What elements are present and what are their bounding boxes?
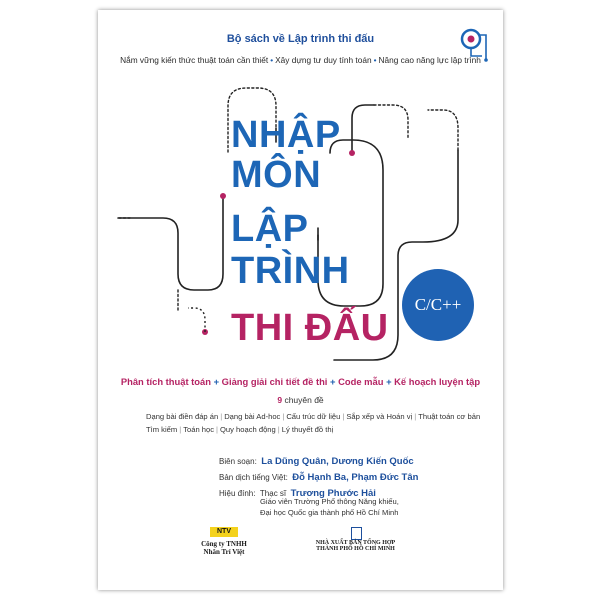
title-line-3: LẬP xyxy=(231,208,309,250)
topic-item: Quy hoạch động xyxy=(220,425,276,434)
title-line-4: TRÌNH xyxy=(231,250,350,292)
left-publisher-line: Công ty TNHH xyxy=(201,540,247,548)
editor-title: Thạc sĩ xyxy=(259,489,287,498)
right-publisher-line: THÀNH PHỐ HỒ CHÍ MINH xyxy=(316,546,395,552)
right-publisher xyxy=(303,540,408,552)
tagline-item: Nâng cao năng lực lập trình xyxy=(378,55,481,65)
title-line-1: NHẬP xyxy=(231,114,341,156)
topics-row-1: Dạng bài điền đáp án | Dạng bài Ad-hoc | Cấu trúc dữ liệu | Sắp xếp và Hoán vị | Thuật toán cơ bản xyxy=(146,412,481,421)
topic-item: Tìm kiếm xyxy=(146,425,178,434)
translator-names: Đỗ Hạnh Ba, Phạm Đức Tân xyxy=(292,472,419,483)
topics-count xyxy=(98,395,503,405)
feature-item: Code mẫu xyxy=(338,376,384,387)
topics-count-number: 9 xyxy=(277,395,283,405)
topics-row-2: Tìm kiếm | Toán học | Quy hoạch động | Lý thuyết đồ thị xyxy=(146,425,334,434)
title-line-2: MÔN xyxy=(231,154,322,196)
tagline-item: Xây dựng tư duy tính toán xyxy=(275,55,372,65)
editor-affiliation-1: Giáo viên Trường Phổ thông Năng khiếu, xyxy=(260,497,399,506)
topic-item: Dạng bài điền đáp án xyxy=(146,412,219,421)
circuit-dot xyxy=(349,150,355,156)
editor-name: Trương Phước Hải xyxy=(290,488,376,499)
series-title: Bộ sách về Lập trình thi đấu xyxy=(226,33,375,45)
topic-item: Cấu trúc dữ liệu xyxy=(286,412,341,421)
topic-item: Lý thuyết đồ thị xyxy=(281,425,334,434)
language-badge: C/C++ xyxy=(402,269,474,341)
right-publisher-line: NHÀ XUẤT BẢN TỔNG HỢP xyxy=(315,540,396,546)
credit-label: Bản dịch tiếng Việt: xyxy=(219,473,288,482)
topics-count-label: chuyên đề xyxy=(284,395,324,405)
book-cover xyxy=(98,10,503,590)
left-publisher xyxy=(194,540,254,556)
compiler-names: La Dũng Quân, Dương Kiến Quốc xyxy=(261,456,414,467)
editor-affiliation-2: Đại học Quốc gia thành phố Hồ Chí Minh xyxy=(260,508,399,517)
feature-list: Phân tích thuật toán + Giảng giải chi tiết đề thi + Code mẫu + Kế hoạch luyện tập xyxy=(120,376,481,387)
feature-item: Giảng giải chi tiết đề thi xyxy=(221,376,328,387)
topic-item: Dạng bài Ad-hoc xyxy=(224,412,281,421)
publisher-logo-icon xyxy=(351,527,362,540)
topic-item: Toán học xyxy=(183,425,215,434)
feature-item: Phân tích thuật toán xyxy=(120,376,211,387)
ntv-logo: NTV xyxy=(210,527,238,537)
tagline-item: Nắm vững kiến thức thuật toán cần thiết xyxy=(120,55,269,65)
feature-item: Kế hoạch luyện tập xyxy=(394,376,481,387)
credit-label: Biên soạn: xyxy=(219,457,257,466)
topic-item: Thuật toán cơ bản xyxy=(418,412,481,421)
tagline: Nắm vững kiến thức thuật toán cần thiết • Xây dựng tư duy tính toán • Nâng cao năng lực lập trình xyxy=(120,55,481,65)
title-line-5: THI ĐẤU xyxy=(231,307,389,349)
credit-label: Hiệu đính: xyxy=(219,489,256,498)
left-publisher-line: Nhân Trí Việt xyxy=(203,548,245,556)
topic-item: Sắp xếp và Hoán vị xyxy=(346,412,413,421)
